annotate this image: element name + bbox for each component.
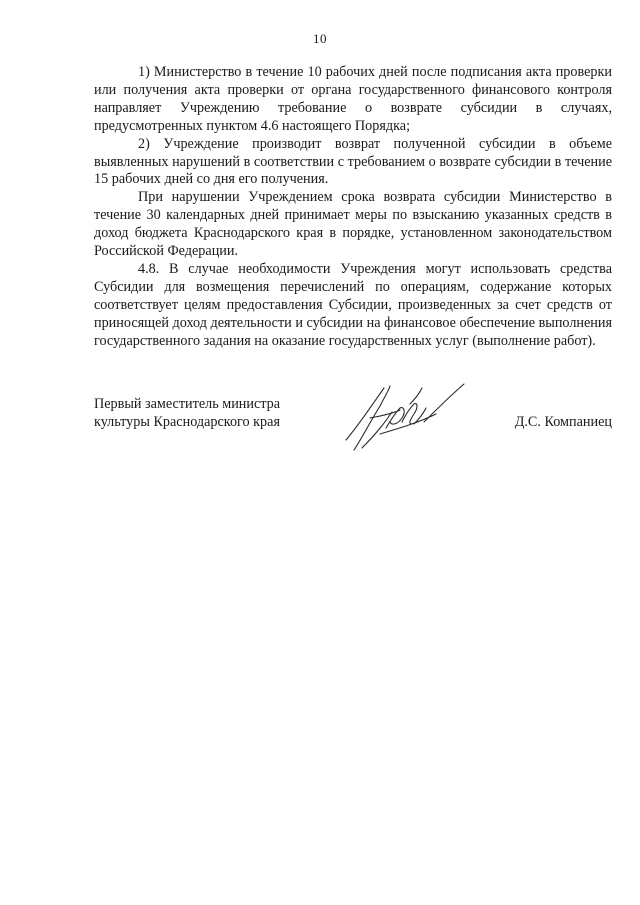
paragraph-2: 2) Учреждение производит возврат полученной субсидии в объеме выявленных нарушений в соответствии с требованием о возврате субсидии в течение 15 рабочих дней со дня его получения. [94, 135, 612, 188]
paragraph-3: При нарушении Учреждением срока возврата субсидии Министерство в течение 30 календарных дней принимает меры по взысканию указанных средств в доход бюджета Краснодарского края в порядке, установленном законодательством Российской Федерации. [94, 189, 612, 260]
page-number: 10 [313, 31, 327, 46]
paragraph-4: 4.8. В случае необходимости Учреждения могут использовать средства Субсидии для возмещения перечислений по операциям, содержание которых соответствует целям предоставления Субсидии, произведенных за счет средств от приносящей доход деятельности и субсидии на финансовое обеспечение выполнения государственного задания на оказание государственных услуг (выполнение работ). [94, 260, 612, 349]
signer-title-line-2: культуры Краснодарского края [94, 413, 280, 430]
signer-name: Д.С. Компаниец [514, 414, 612, 430]
handwritten-signature [340, 378, 470, 458]
signer-title [94, 396, 280, 432]
signer-title-line-1: Первый заместитель министра [94, 396, 281, 412]
signature-block [94, 396, 612, 456]
document-body [94, 64, 612, 351]
paragraph-1: 1) Министерство в течение 10 рабочих дней после подписания акта проверки или получения акта проверки от органа государственного финансового контроля направляет Учреждению требование о возврате субсидии в случаях, предусмотренных пунктом 4.6 настоящего Порядка; [94, 64, 612, 134]
